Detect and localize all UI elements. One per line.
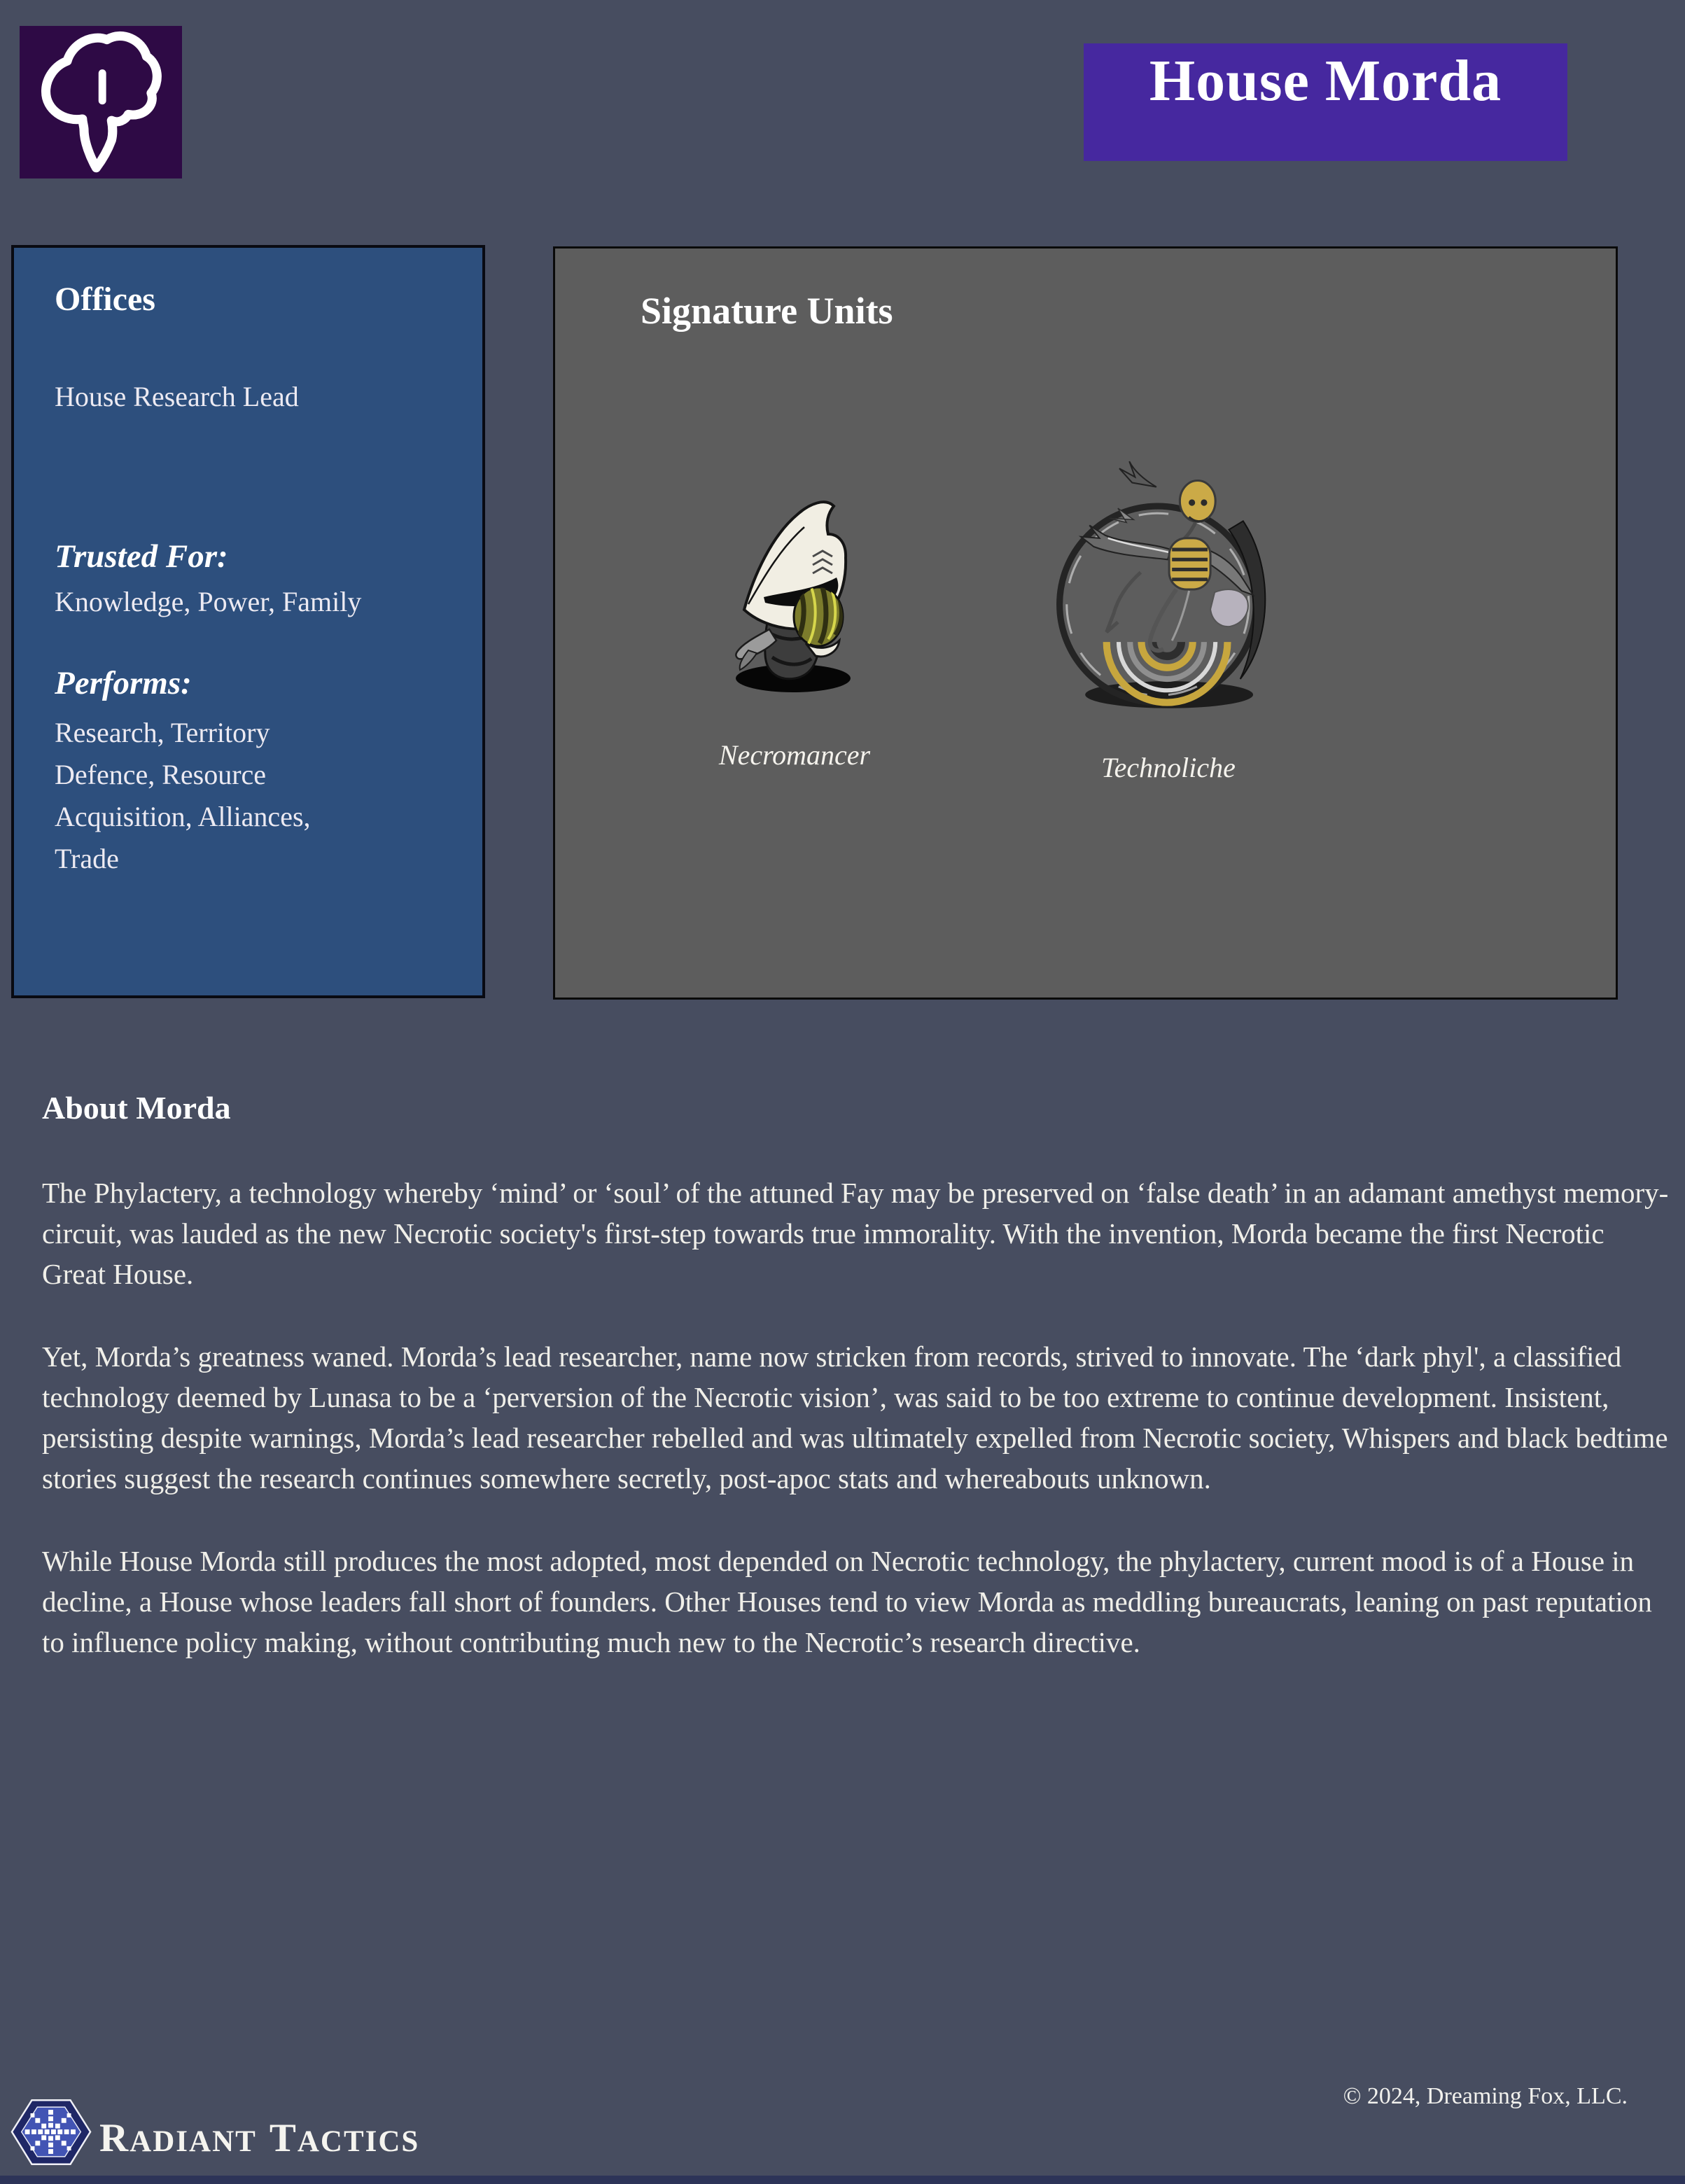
brand-wordmark	[99, 2115, 419, 2161]
radiant-tactics-hex-logo	[10, 2096, 92, 2169]
technoliche-illustration	[1049, 458, 1278, 722]
about-paragraph-3: While House Morda still produces the most adopted, most depended on Necrotic technology, the phylactery, current mood is of a House in decline, a House whose leaders fall short of founders. Other Houses tend to view Morda as meddling bureaucrats, leaning on past reputation to influence policy making, without contributing much new to the Necrotic’s research directive.	[42, 1545, 1652, 1658]
necromancer-illustration	[723, 492, 877, 702]
bottom-accent-bar	[0, 2176, 1685, 2184]
trusted-for-values: Knowledge, Power, Family	[55, 586, 362, 617]
brain-icon	[20, 169, 182, 181]
house-sigil-tile	[20, 26, 182, 178]
offices-heading: Offices	[55, 281, 155, 318]
about-heading: About Morda	[42, 1090, 231, 1126]
brand-word1-initial: R	[99, 2116, 130, 2160]
brand-word1-rest: ADIANT	[130, 2125, 257, 2158]
about-paragraph-2: Yet, Morda’s greatness waned. Morda’s lead researcher, name now stricken from records, strived to innovate. The ‘dark phyl', a classified technology deemed by Lunasa to be a ‘perversion of the Necrotic vision’, was said to be too extreme to continue development. Insistent, persisting despite warnings, Morda’s lead researcher rebelled and was ultimately expelled from Necrotic society, Whispers and black bedtime stories suggest the research continues somewhere secretly, post-apoc stats and whereabouts unknown.	[42, 1340, 1668, 1494]
signature-units-panel	[553, 246, 1618, 1000]
trusted-for-label: Trusted For:	[55, 538, 228, 575]
office-item: House Research Lead	[55, 381, 299, 412]
signature-units-heading: Signature Units	[641, 290, 893, 332]
brand-word2-initial: T	[269, 2116, 298, 2160]
performs-values: Research, Territory Defence, Resource Acquisition, Alliances, Trade	[55, 717, 311, 874]
performs-label: Performs:	[55, 665, 192, 701]
title-banner	[1084, 43, 1567, 161]
about-paragraph-1: The Phylactery, a technology whereby ‘mind’ or ‘soul’ of the attuned Fay may be preserved on ‘false death’ in an adamant amethyst memory-circuit, was lauded as the new Necrotic society's first-step towards true immorality. With the invention, Morda became the first Necrotic Great House.	[42, 1177, 1669, 1290]
page-title: House Morda	[1149, 48, 1502, 113]
offices-panel	[11, 245, 485, 998]
unit-label-technoliche: Technoliche	[1101, 752, 1236, 783]
about-section	[42, 1089, 1673, 1704]
copyright-text: © 2024, Dreaming Fox, LLC.	[1343, 2083, 1628, 2109]
brand-word2-rest: ACTICS	[297, 2125, 420, 2158]
unit-label-necromancer: Necromancer	[718, 739, 871, 771]
